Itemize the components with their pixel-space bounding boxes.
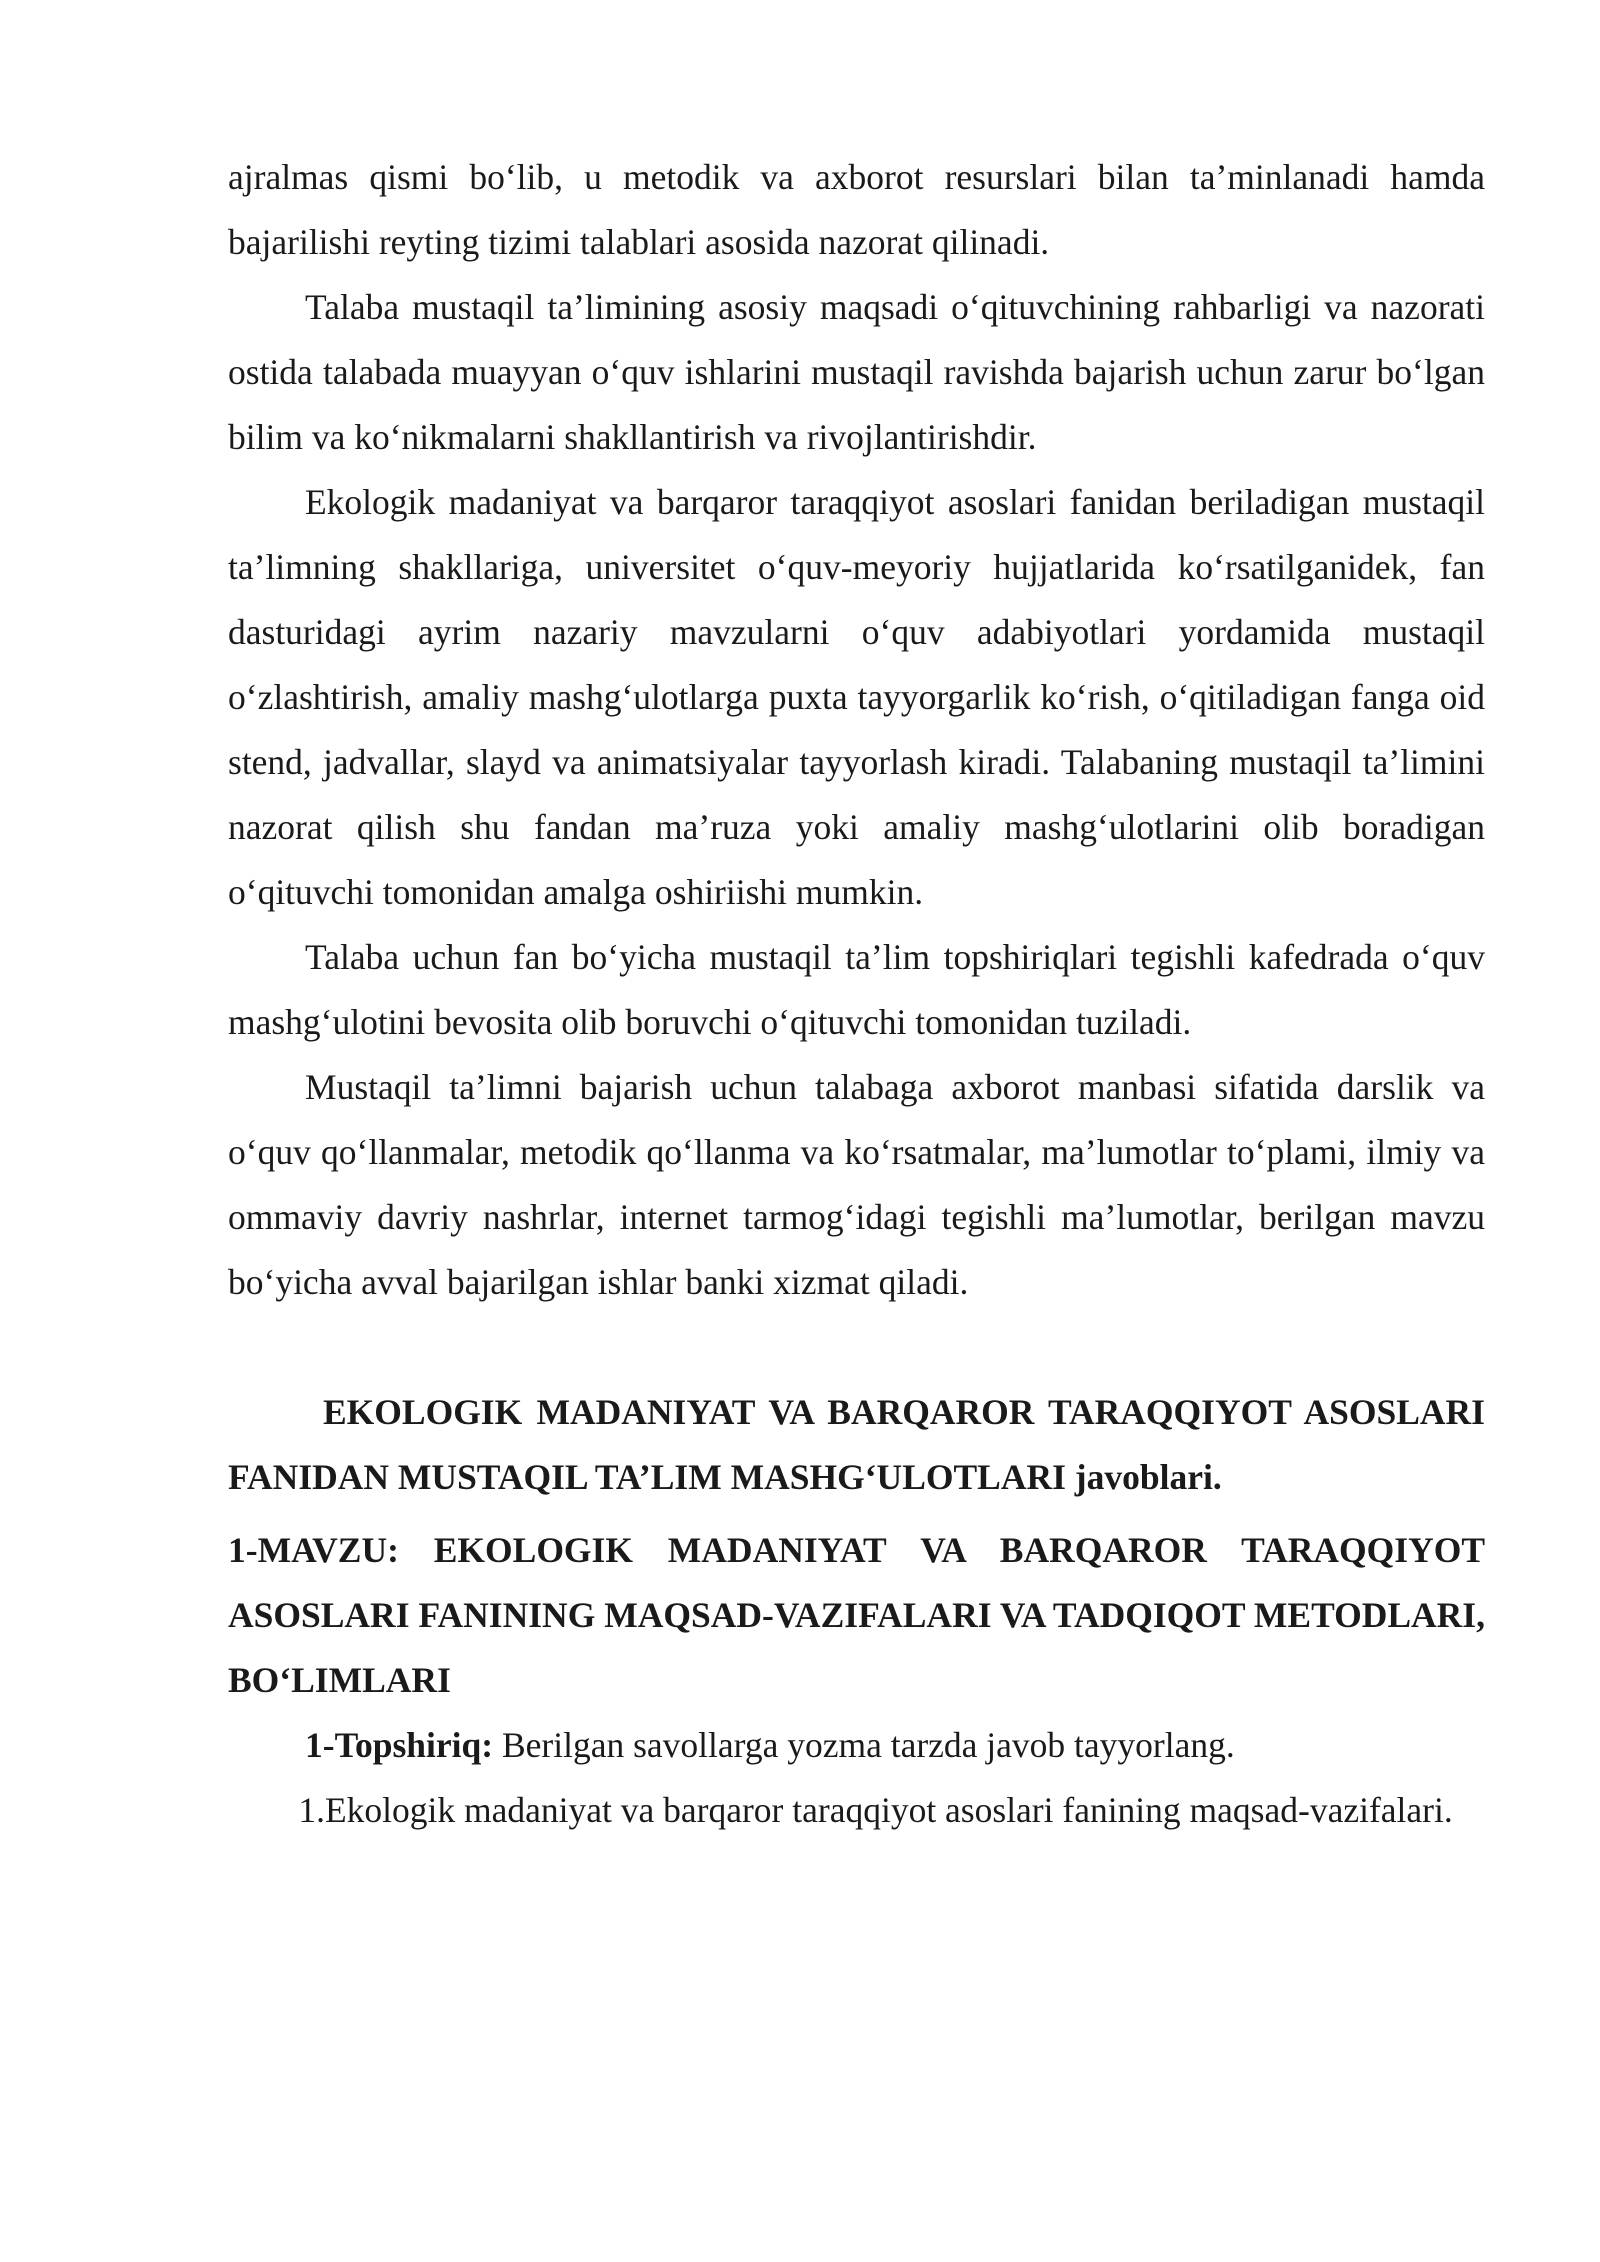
- question-number: 1.: [298, 1790, 325, 1830]
- question-list: [228, 1778, 1485, 1843]
- question-text: Ekologik madaniyat va barqaror taraqqiyot asoslari fanining maqsad-vazifalari.: [325, 1790, 1453, 1830]
- section-heading: EKOLOGIK MADANIYAT VA BARQAROR TARAQQIYOT ASOSLARI FANIDAN MUSTAQIL TA’LIM MASHG‘ULOTLARI javoblari.: [228, 1392, 1485, 1497]
- paragraph-tasks-author: Talaba uchun fan bo‘yicha mustaqil ta’lim topshiriqlari tegishli kafedrada o‘quv mashg‘ulotini bevosita olib boruvchi o‘qituvchi tomonidan tuziladi.: [228, 937, 1485, 1042]
- paragraph-forms: Ekologik madaniyat va barqaror taraqqiyot asoslari fanidan beriladigan mustaqil ta’limning shakllariga, universitet o‘quv-meyoriy hujjatlarida ko‘rsatilganidek, fan dasturidagi ayrim nazariy mavzularni o‘quv adabiyotlari yordamida mustaqil o‘zlashtirish, amaliy mashg‘ulotlarga puxta tayyorgarlik ko‘rish, o‘qitiladigan fanga oid stend, jadvallar, slayd va animatsiyalar tayyorlash kiradi. Talabaning mustaqil ta’limini nazorat qilish shu fandan ma’ruza yoki amaliy mashg‘ulotlarini olib boradigan o‘qituvchi tomonidan amalga oshiriishi mumkin.: [228, 482, 1485, 912]
- paragraph-sources: Mustaqil ta’limni bajarish uchun talabaga axborot manbasi sifatida darslik va o‘quv qo‘llanmalar, metodik qo‘llanma va ko‘rsatmalar, ma’lumotlar to‘plami, ilmiy va ommaviy davriy nashrlar, internet tarmog‘idagi tegishli ma’lumotlar, berilgan mavzu bo‘yicha avval bajarilgan ishlar banki xizmat qiladi.: [228, 1067, 1485, 1302]
- paragraph-main-goal: Talaba mustaqil ta’limining asosiy maqsadi o‘qituvchining rahbarligi va nazorati ostida talabada muayyan o‘quv ishlarini mustaqil ravishda bajarish uchun zarur bo‘lgan bilim va ko‘nikmalarni shakllantirish va rivojlantirishdir.: [228, 287, 1485, 457]
- task-line: [228, 1713, 1485, 1778]
- task-label: 1-Topshiriq:: [305, 1725, 494, 1765]
- topic-title: 1-MAVZU: EKOLOGIK MADANIYAT VA BARQAROR TARAQQIYOT ASOSLARI FANINING MAQSAD-VAZIFALARI VA TADQIQOT METODLARI, BO‘LIMLARI: [228, 1530, 1485, 1700]
- list-item: [228, 1778, 1485, 1843]
- paragraph-continuation: ajralmas qismi bo‘lib, u metodik va axborot resurslari bilan ta’minlanadi hamda bajarilishi reyting tizimi talablari asosida nazorat qilinadi.: [228, 157, 1485, 262]
- blank-line: [228, 1315, 1485, 1380]
- task-text: Berilgan savollarga yozma tarzda javob tayyorlang.: [493, 1725, 1235, 1765]
- document-page: [228, 145, 1485, 1843]
